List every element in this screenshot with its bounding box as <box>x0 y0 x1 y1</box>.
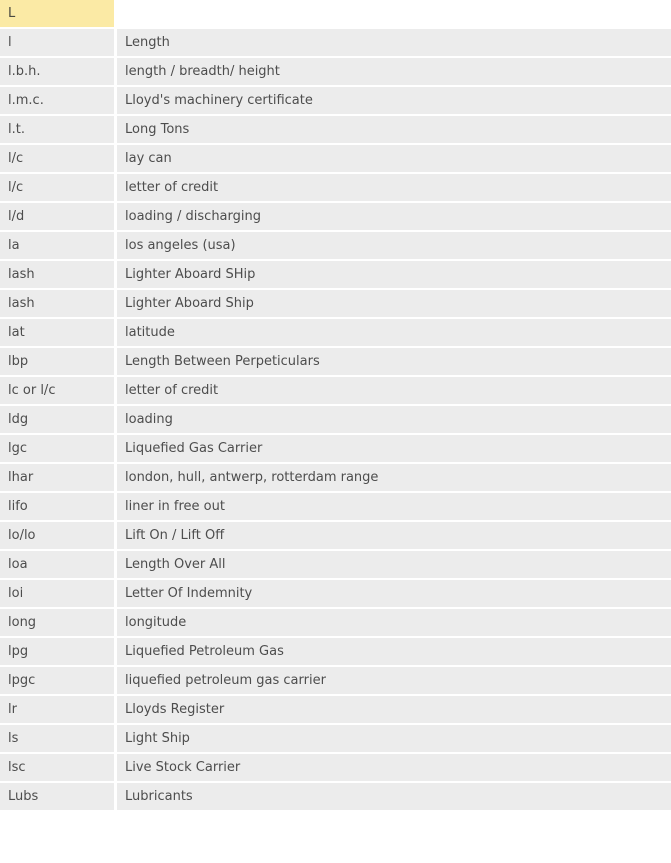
table-row <box>0 522 671 551</box>
abbreviation-cell: lpgc <box>0 667 117 696</box>
table-row <box>0 638 671 667</box>
abbreviation-cell: l/c <box>0 174 117 203</box>
abbreviation-cell: Lubs <box>0 783 117 812</box>
abbreviation-cell: lat <box>0 319 117 348</box>
table-row <box>0 174 671 203</box>
abbreviation-cell: lgc <box>0 435 117 464</box>
meaning-cell: Length Over All <box>117 551 671 580</box>
meaning-cell: Lighter Aboard Ship <box>117 290 671 319</box>
meaning-cell: liner in free out <box>117 493 671 522</box>
meaning-cell: Length Between Perpeticulars <box>117 348 671 377</box>
abbreviation-cell: ls <box>0 725 117 754</box>
meaning-cell: lay can <box>117 145 671 174</box>
meaning-cell: loading <box>117 406 671 435</box>
abbreviation-cell: lsc <box>0 754 117 783</box>
letter-header-row <box>0 0 671 29</box>
abbreviation-cell: l <box>0 29 117 58</box>
abbreviation-cell: loi <box>0 580 117 609</box>
table-row <box>0 377 671 406</box>
abbreviation-cell: long <box>0 609 117 638</box>
table-row <box>0 493 671 522</box>
meaning-cell: letter of credit <box>117 174 671 203</box>
meaning-cell: Live Stock Carrier <box>117 754 671 783</box>
meaning-cell: Lloyds Register <box>117 696 671 725</box>
table-row <box>0 667 671 696</box>
letter-header-cell: L <box>0 0 117 29</box>
abbreviation-cell: lash <box>0 290 117 319</box>
table-row <box>0 58 671 87</box>
letter-header-spacer <box>117 0 671 29</box>
table-row <box>0 319 671 348</box>
table-row <box>0 406 671 435</box>
meaning-cell: latitude <box>117 319 671 348</box>
table-row <box>0 348 671 377</box>
meaning-cell: length / breadth/ height <box>117 58 671 87</box>
meaning-cell: Letter Of Indemnity <box>117 580 671 609</box>
abbreviation-cell: loa <box>0 551 117 580</box>
abbreviation-cell: lhar <box>0 464 117 493</box>
meaning-cell: Lift On / Lift Off <box>117 522 671 551</box>
meaning-cell: los angeles (usa) <box>117 232 671 261</box>
abbreviation-cell: lc or l/c <box>0 377 117 406</box>
table-row <box>0 725 671 754</box>
table-row <box>0 464 671 493</box>
table-row <box>0 435 671 464</box>
abbreviation-cell: l.t. <box>0 116 117 145</box>
abbreviation-cell: l/d <box>0 203 117 232</box>
meaning-cell: Lloyd's machinery certificate <box>117 87 671 116</box>
meaning-cell: london, hull, antwerp, rotterdam range <box>117 464 671 493</box>
meaning-cell: Lubricants <box>117 783 671 812</box>
meaning-cell: letter of credit <box>117 377 671 406</box>
table-row <box>0 290 671 319</box>
meaning-cell: Light Ship <box>117 725 671 754</box>
meaning-cell: liquefied petroleum gas carrier <box>117 667 671 696</box>
meaning-cell: longitude <box>117 609 671 638</box>
meaning-cell: Length <box>117 29 671 58</box>
abbreviation-cell: lash <box>0 261 117 290</box>
table-row <box>0 261 671 290</box>
table-row <box>0 696 671 725</box>
table-row <box>0 116 671 145</box>
table-row <box>0 87 671 116</box>
meaning-cell: Liquefied Gas Carrier <box>117 435 671 464</box>
abbreviation-cell: la <box>0 232 117 261</box>
meaning-cell: Lighter Aboard SHip <box>117 261 671 290</box>
table-row <box>0 145 671 174</box>
abbreviation-cell: l/c <box>0 145 117 174</box>
abbreviation-cell: l.b.h. <box>0 58 117 87</box>
table-row <box>0 609 671 638</box>
abbreviation-cell: lr <box>0 696 117 725</box>
table-row <box>0 580 671 609</box>
abbreviation-cell: lpg <box>0 638 117 667</box>
table-row <box>0 203 671 232</box>
table-row <box>0 551 671 580</box>
table-row <box>0 232 671 261</box>
meaning-cell: Liquefied Petroleum Gas <box>117 638 671 667</box>
abbreviation-cell: ldg <box>0 406 117 435</box>
abbreviation-cell: lo/lo <box>0 522 117 551</box>
table-row <box>0 754 671 783</box>
table-row <box>0 29 671 58</box>
meaning-cell: loading / discharging <box>117 203 671 232</box>
table-row <box>0 783 671 812</box>
abbreviation-cell: lbp <box>0 348 117 377</box>
abbreviation-cell: lifo <box>0 493 117 522</box>
abbreviation-cell: l.m.c. <box>0 87 117 116</box>
meaning-cell: Long Tons <box>117 116 671 145</box>
